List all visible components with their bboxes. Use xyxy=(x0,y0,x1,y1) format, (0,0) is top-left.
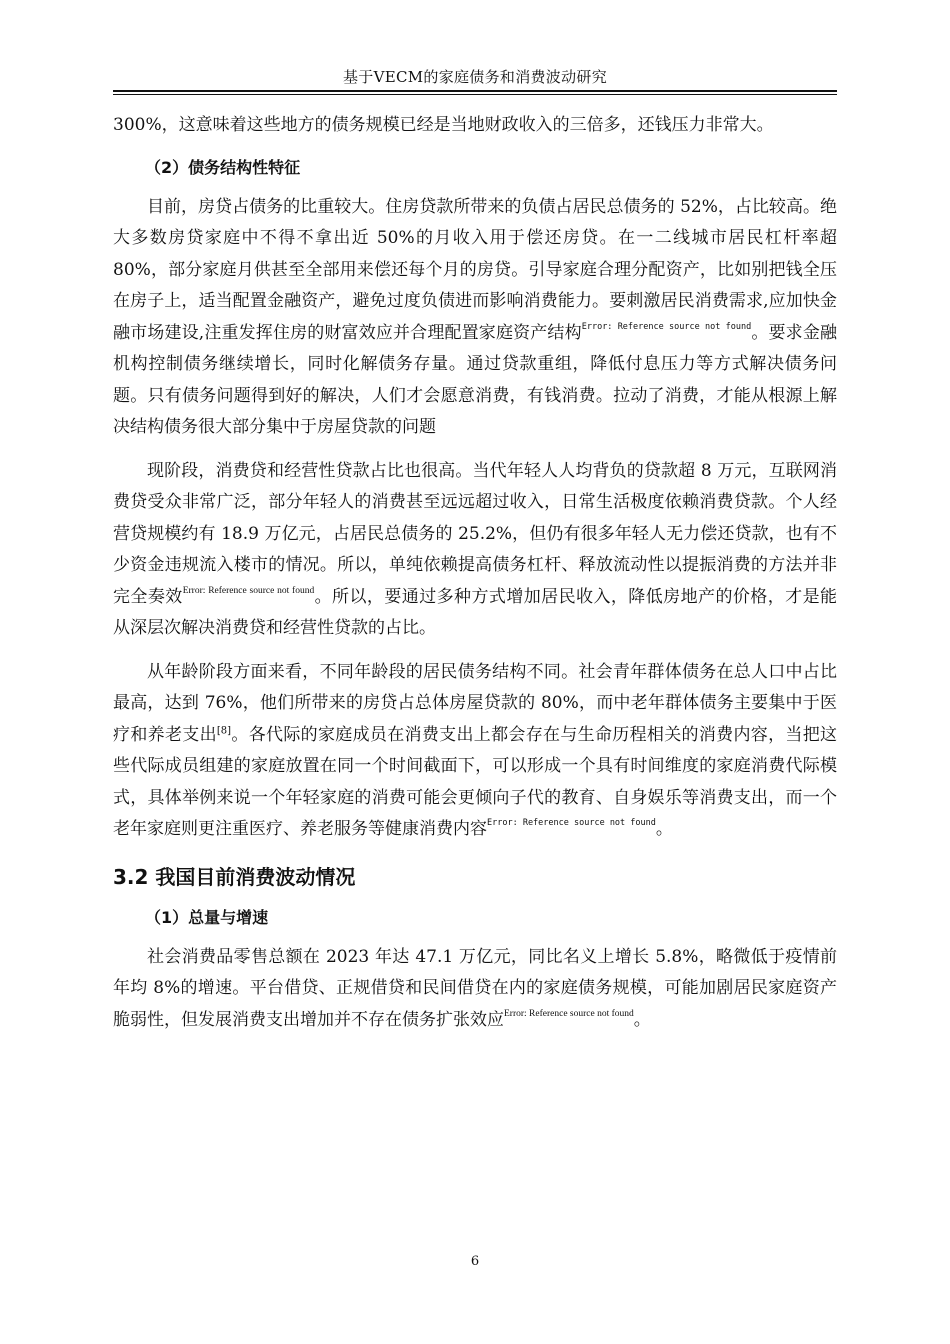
paragraph-text: 。各代际的家庭成员在消费支出上都会存在与生命历程相关的消费内容，当把这些代际成员组建的家庭放置在同一个时间截面下，可以形成一个具有时间维度的家庭消费代际模式，具体举例来说一个年轻家庭的消费可能会更倾向子代的教育、自身娱乐等消费支出，而一个老年家庭则更注重医疗、养老服务等健康消费内容 xyxy=(113,724,838,839)
header-rule-thick xyxy=(113,90,837,92)
page-number: 6 xyxy=(470,1254,480,1269)
reference-error-marker: Error: Reference source not found xyxy=(581,321,752,332)
paragraph-text: 。要求金融机构控制债务继续增长，同时化解债务存量。通过贷款重组，降低付息压力等方式解决债务问题。只有债务问题得到好的解决，人们才会愿意消费，有钱消费。拉动了消费，才能从根源上解决结构债务很大部分集中于房屋贷款的问题 xyxy=(113,322,837,437)
paragraph-text: 目前，房贷占债务的比重较大。住房贷款所带来的负债占居民总债务的 52%，占比较高。绝大多数房贷家庭中不得不拿出近 50%的月收入用于偿还房贷。在一二线城市居民杠杆率超 80%，部分家庭月供甚至全部用来偿还每个月的房贷。引导家庭合理分配资产，比如别把钱全压在房子上，适当配置金融资产，避免过度负债进而影响消费能力。要刺激居民消费需求,应加快金融市场建设,注重发挥住房的财富效应并合理配置家庭资产结构 xyxy=(113,196,837,343)
paragraph-text: 从年龄阶段方面来看，不同年龄段的居民债务结构不同。社会青年群体债务在总人口中占比最高，达到 76%，他们所带来的房贷占总体房屋贷款的 80%，而中老年群体债务主要集中于医疗和养老支出 xyxy=(113,661,837,745)
citation-marker[interactable]: [8] xyxy=(216,724,232,736)
paragraph-age-structure xyxy=(113,657,837,846)
section-heading-3-2: 3.2 我国目前消费波动情况 xyxy=(113,864,356,889)
paragraph-text: 。 xyxy=(633,1009,651,1030)
subheading-total-growth: （1）总量与增速 xyxy=(145,907,269,927)
reference-error-marker: Error: Reference source not found xyxy=(504,1008,634,1019)
running-header-title: 基于VECM的家庭债务和消费波动研究 xyxy=(342,68,608,86)
paragraph-text: 社会消费品零售总额在 2023 年达 47.1 万亿元，同比名义上增长 5.8%，略微低于疫情前年均 8%的增速。平台借贷、正规借贷和民间借贷在内的家庭债务规模，可能加剧居民家庭资产脆弱性，但发展消费支出增加并不存在债务扩张效应 xyxy=(113,946,837,1030)
body-content xyxy=(113,110,837,1036)
subheading-debt-structure: （2）债务结构性特征 xyxy=(145,157,301,177)
header-rule-thin xyxy=(113,94,837,95)
paragraph-text: 现阶段，消费贷和经营性贷款占比也很高。当代年轻人人均背负的贷款超 8 万元，互联网消费贷受众非常广泛，部分年轻人的消费甚至远远超过收入，日常生活极度依赖消费贷款。个人经营贷规模约有 18.9 万亿元，占居民总债务的 25.2%，但仍有很多年轻人无力偿还贷款，也有不少资金违规流入楼市的情况。所以，单纯依赖提高债务杠杆、释放流动性以提振消费的方法并非完全奏效 xyxy=(113,460,837,607)
reference-error-marker: Error: Reference source not found xyxy=(487,818,656,829)
reference-error-marker: Error: Reference source not found xyxy=(182,585,315,596)
paragraph-text: 。所以，要通过多种方式增加居民收入，降低房地产的价格，才是能从深层次解决消费贷和经营性贷款的占比。 xyxy=(113,586,838,638)
paragraph-consumer-loans xyxy=(113,456,837,645)
paragraph-text: 。 xyxy=(655,819,673,839)
paragraph-continued: 300%，这意味着这些地方的债务规模已经是当地财政收入的三倍多，还钱压力非常大。 xyxy=(113,115,774,135)
paragraph-mortgage-share xyxy=(113,192,837,444)
paragraph-retail-sales xyxy=(113,942,837,1037)
